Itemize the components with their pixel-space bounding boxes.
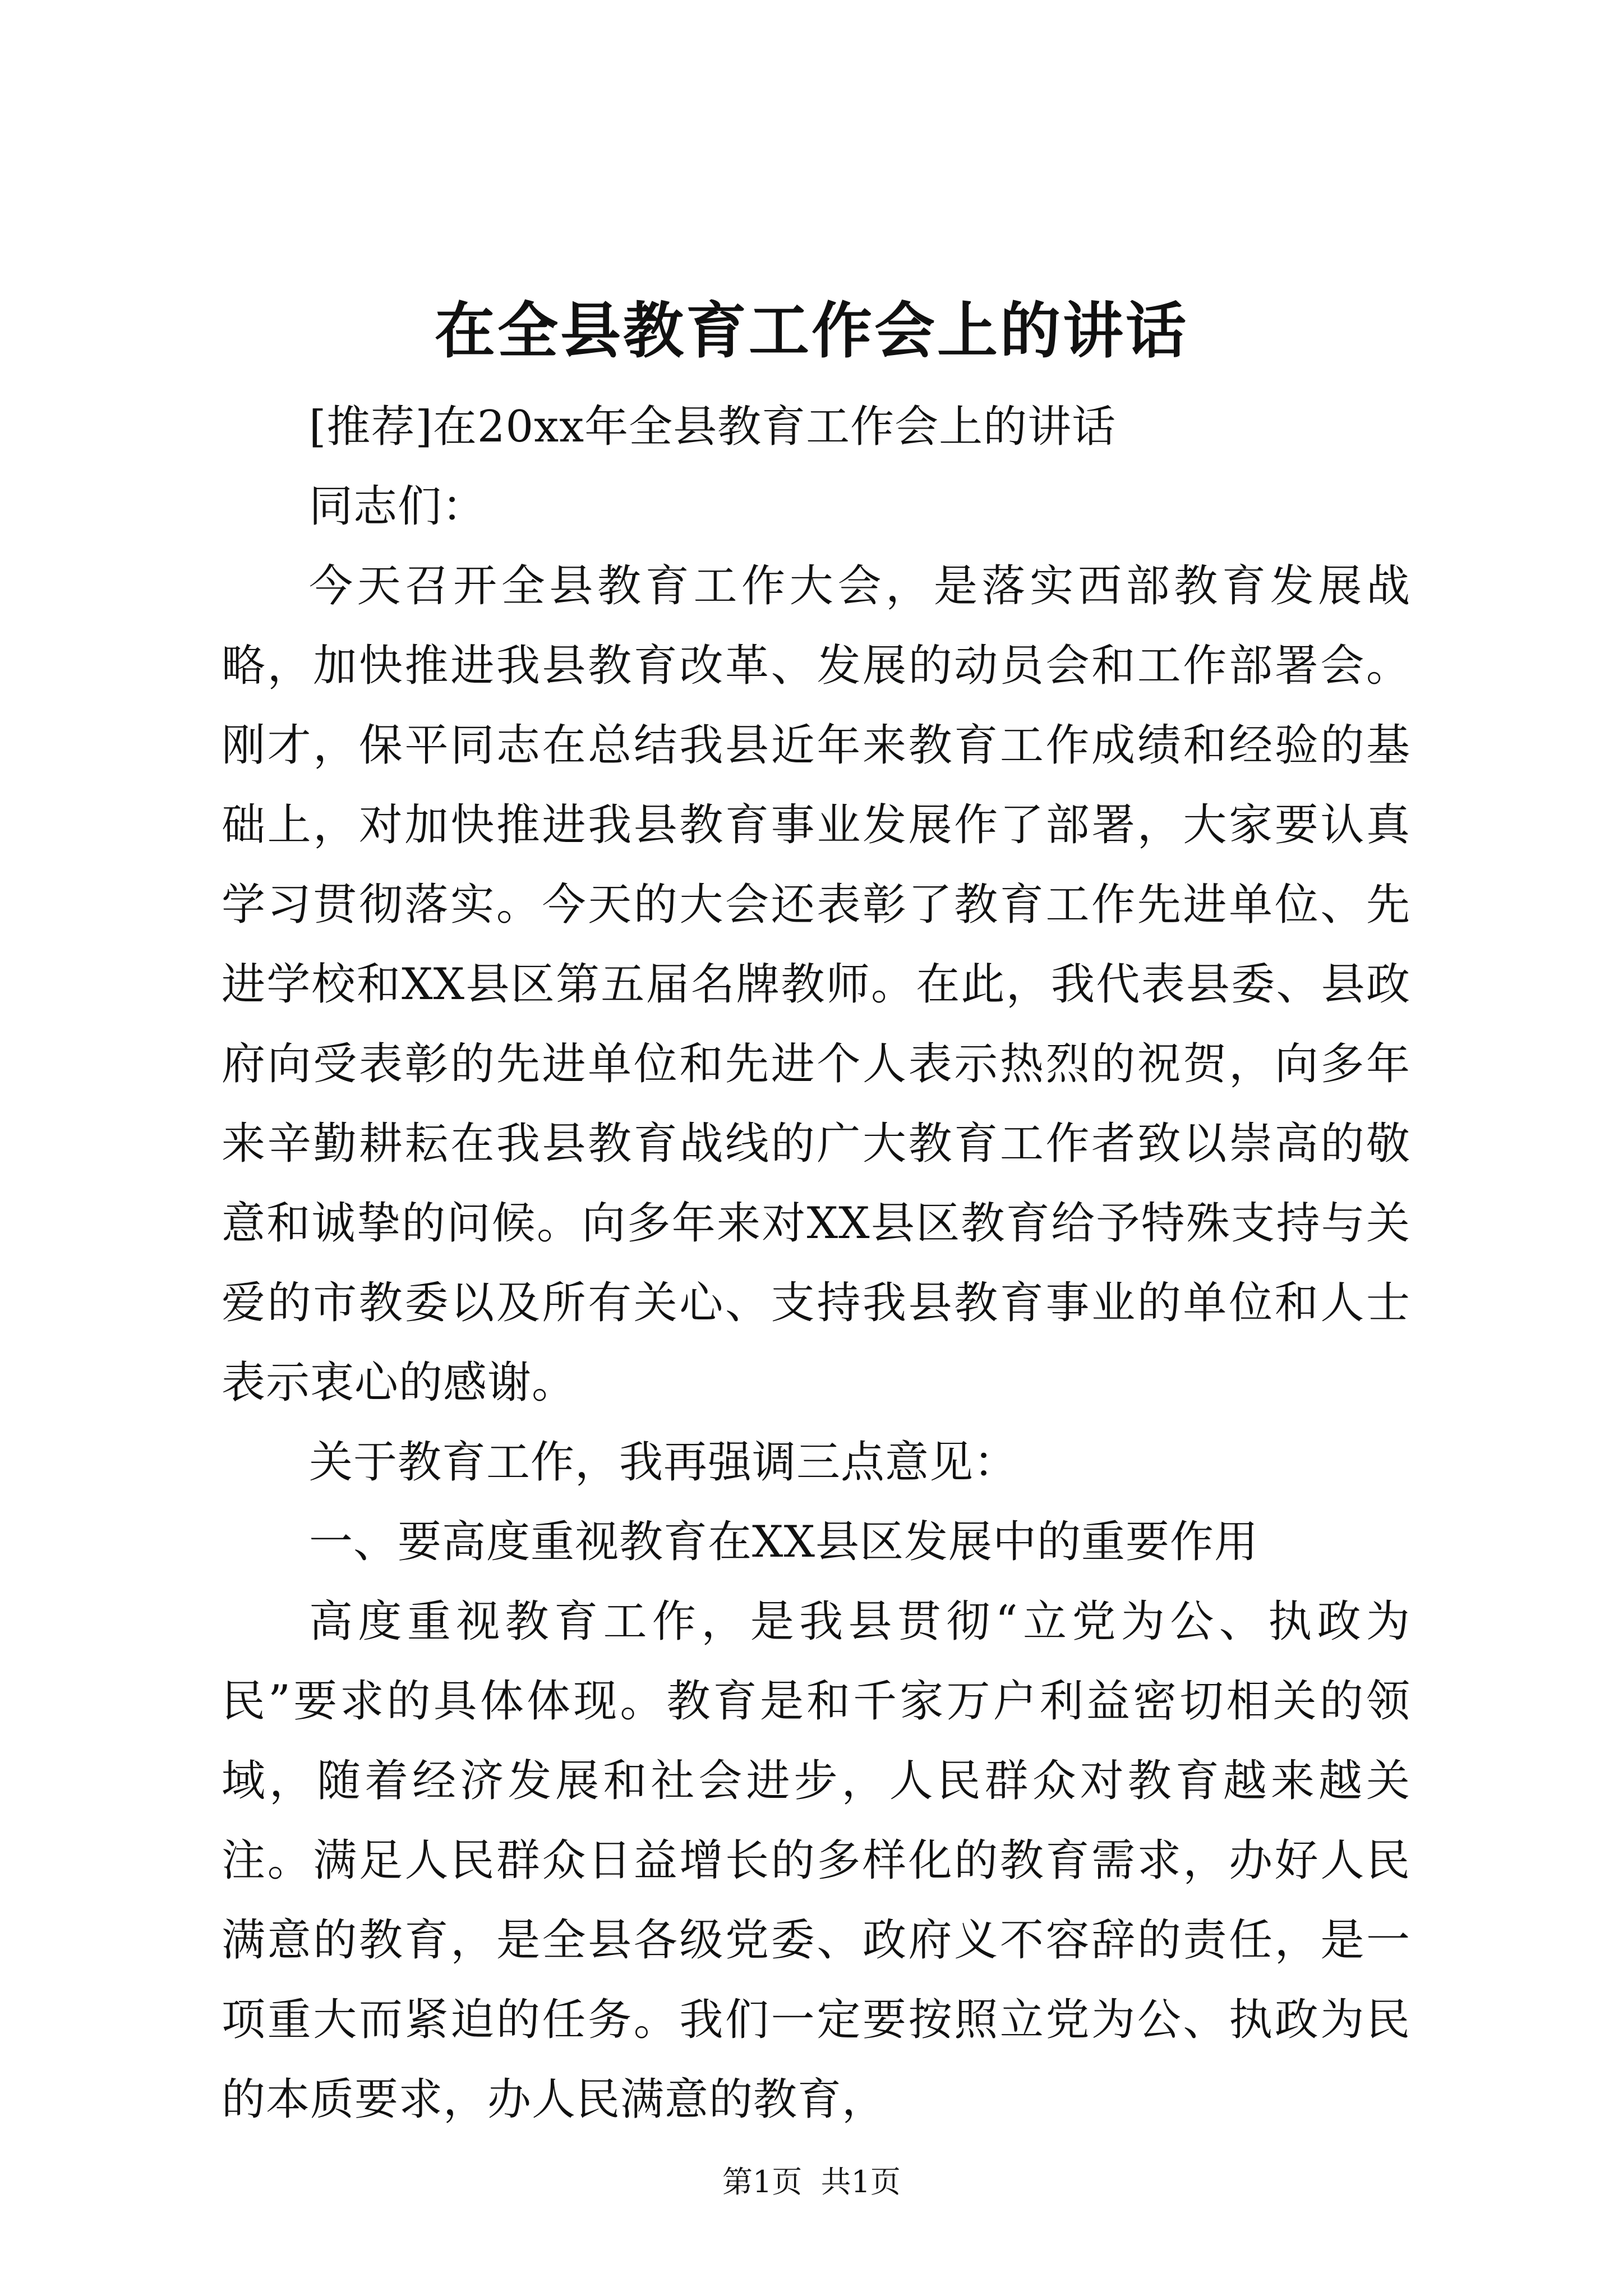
page-title: 在全县教育工作会上的讲话 (434, 296, 1188, 366)
document-body (222, 387, 1410, 2139)
page-number: 第1页 (722, 2164, 803, 2200)
paragraph-subtitle: [推荐]在20xx年全县教育工作会上的讲话 (309, 402, 1117, 452)
page-footer (0, 2162, 1623, 2202)
paragraph-opening: 今天召开全县教育工作大会，是落实西部教育发展战略，加快推进我县教育改革、发展的动员会和工作部署会。刚才，保平同志在总结我县近年来教育工作成绩和经验的基础上，对加快推进我县教育事业发展作了部署，大家要认真学习贯彻落实。今天的大会还表彰了教育工作先进单位、先进学校和XX县区第五届名牌教师。在此，我代表县委、县政府向受表彰的先进单位和先进个人表示热烈的祝贺，向多年来辛勤耕耘在我县教育战线的广大教育工作者致以崇高的敬意和诚挚的问候。向多年来对XX县区教育给予特殊支持与关爱的市教委以及所有关心、支持我县教育事业的单位和人士表示衷心的感谢。 (222, 561, 1410, 1408)
paragraph-intro-points: 关于教育工作，我再强调三点意见： (309, 1437, 1018, 1488)
page-total: 共1页 (820, 2164, 901, 2200)
paragraph-section-one: 高度重视教育工作，是我县贯彻“立党为公、执政为民”要求的具体体现。教育是和千家万户利益密切相关的领域，随着经济发展和社会进步，人民群众对教育越来越关注。满足人民群众日益增长的多样化的教育需求，办好人民满意的教育，是全县各级党委、政府义不容辞的责任，是一项重大而紧迫的任务。我们一定要按照立党为公、执政为民的本质要求，办人民满意的教育， (222, 1596, 1410, 2125)
paragraph-salutation: 同志们： (309, 481, 487, 532)
section-heading-one: 一、要高度重视教育在XX县区发展中的重要作用 (309, 1517, 1259, 1567)
